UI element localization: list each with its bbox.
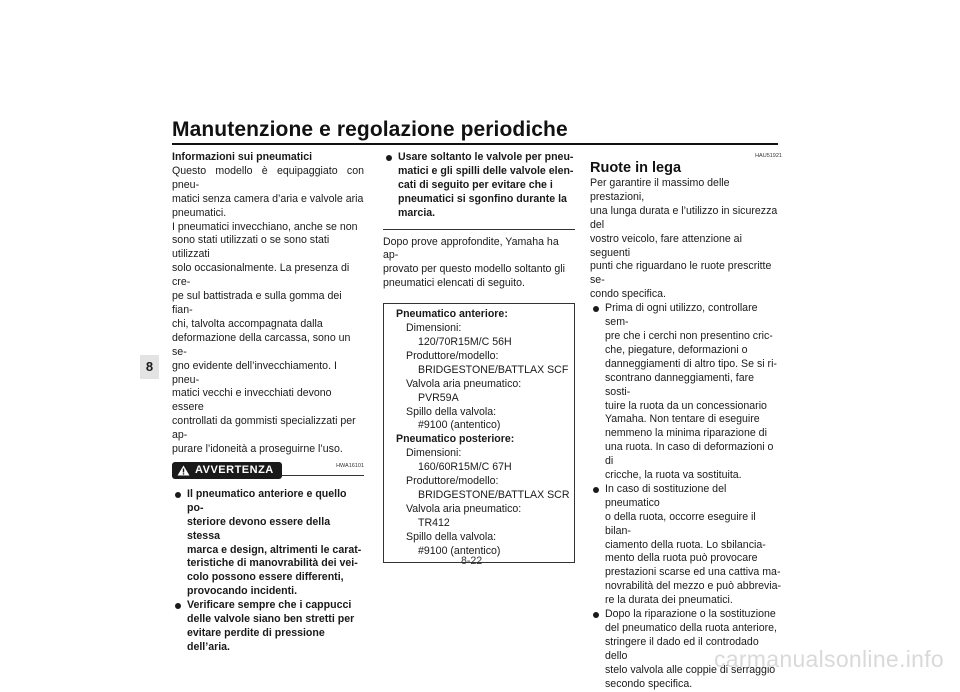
text-line: matici vecchi e invecchiati devono essere [172, 387, 332, 414]
text-line: deformazione della carcassa, sono un se- [172, 331, 351, 358]
text-line: Yamaha. Non tentare di eseguire [605, 413, 760, 426]
text-line: prestazioni scarse ed una cattiva ma- [605, 566, 781, 579]
text-line: gno evidente dell’invecchiamento. I pneu- [172, 359, 337, 386]
bullet-icon [175, 603, 181, 609]
spec-label: Spillo della valvola: [406, 405, 497, 418]
column-1 [172, 151, 364, 655]
warning-header [172, 462, 364, 488]
text-line: Per garantire il massimo delle prestazioni, [590, 177, 730, 203]
text-line: Verificare sempre che i cappucci [187, 599, 352, 612]
warning-bullets-continued [383, 151, 575, 221]
text-line: una lunga durata e l’utilizzo in sicurezza del [590, 204, 778, 231]
bullet-icon [593, 487, 599, 493]
text-line: marcia. [398, 206, 436, 219]
text-line: Dopo la riparazione o la sostituzione [605, 608, 776, 621]
spec-value: TR412 [418, 516, 450, 529]
section-code: HAU51921 [755, 153, 782, 159]
text-line: pneumatici si sgonfino durante la [398, 192, 567, 205]
warning-bullets [172, 488, 364, 655]
text-line: provato per questo modello soltanto gli [383, 263, 565, 276]
text-line: delle valvole siano ben stretti per [187, 613, 355, 626]
text-line: re la durata dei pneumatici. [605, 594, 733, 607]
text-line: teristiche di manovrabilità dei vei- [187, 557, 358, 570]
text-line: provocando incidenti. [187, 585, 298, 598]
text-line: scontrano danneggiamenti, fare sosti- [605, 371, 755, 398]
text-line: solo occasionalmente. La presenza di cre- [172, 262, 350, 289]
spec-value: 120/70R15M/C 56H [418, 335, 512, 348]
text-line: punti che riguardano le ruote prescritte se- [590, 260, 772, 287]
warning-label [172, 462, 282, 479]
text-line: colo possono essere differenti, [187, 571, 344, 584]
text-line: Usare soltanto le valvole per pneu- [398, 151, 574, 163]
title-rule [172, 143, 778, 145]
warning-bullet-valve-caps [172, 599, 364, 655]
text-line: stringere il dado ed il controdado dello [605, 635, 759, 662]
text-line: controllati da gommisti specializzati per ap- [172, 415, 356, 442]
spec-value: 160/60R15M/C 67H [418, 461, 512, 474]
text-line: matici senza camera d’aria e valvole aria [172, 192, 364, 205]
tire-spec-box [383, 303, 575, 563]
warning-label-text: AVVERTENZA [195, 463, 274, 476]
text-line: pneumatici. [172, 206, 227, 219]
spec-value: PVR59A [418, 391, 459, 404]
bullet-icon [593, 612, 599, 618]
bullet-icon [593, 306, 599, 312]
text-line: Dopo prove approfondite, Yamaha ha ap- [383, 235, 559, 262]
bullet-inspect-rims [590, 302, 782, 483]
text-line: steriore devono essere della stessa [187, 515, 331, 542]
spec-label: Valvola aria pneumatico: [406, 377, 522, 390]
spec-label: Produttore/modello: [406, 475, 499, 488]
text-line: chi, talvolta accompagnata dalla [172, 317, 323, 330]
text-line: del pneumatico della ruota anteriore, [605, 622, 777, 634]
text-line: marca e design, altrimenti le carat- [187, 543, 362, 556]
warning-bullet-same-brand [172, 488, 364, 599]
text-line: pneumatici elencati di seguito. [383, 277, 525, 290]
text-line: evitare perdite di pressione [187, 627, 325, 639]
text-line: novrabilità del mezzo e può abbrevia- [605, 580, 782, 593]
warning-bullet-valves-only [383, 151, 575, 221]
paragraph-tubeless [172, 165, 364, 221]
text-line: cricche, la ruota va sostituita. [605, 469, 742, 482]
spec-value: #9100 (antentico) [418, 419, 501, 432]
text-line: Questo modello è equipaggiato con pneu- [172, 164, 364, 191]
text-line: vostro veicolo, fare attenzione ai seguenti [590, 232, 742, 259]
text-line: che, piegature, deformazioni o [605, 343, 748, 356]
text-line: matici e gli spilli delle valvole elen- [398, 164, 574, 177]
text-line: Il pneumatico anteriore e quello po- [187, 487, 347, 514]
spec-value: BRIDGESTONE/BATTLAX SCR [418, 488, 570, 501]
bullet-icon [175, 492, 181, 498]
text-line: o della ruota, occorre eseguire il bilan- [605, 510, 756, 537]
spec-label: Dimensioni: [406, 322, 462, 335]
text-line: In caso di sostituzione del pneumatico [605, 482, 727, 509]
bullet-icon [386, 155, 392, 161]
chapter-tab: 8 [140, 355, 159, 379]
warning-end-rule [383, 229, 575, 230]
text-line: mento della ruota può provocare [605, 552, 758, 565]
spec-label: Spillo della valvola: [406, 530, 497, 543]
text-line: danneggiamenti di altro tipo. Se si ri- [605, 357, 777, 370]
page-number: 8-22 [461, 555, 483, 567]
text-line: una ruota. In caso di deformazioni o di [605, 441, 774, 468]
text-line: ciamento della ruota. Lo sbilancia- [605, 538, 766, 551]
text-line: pe sul battistrada e sulla gomma dei fian- [172, 290, 342, 316]
text-line: tuire la ruota da un concessionario [605, 399, 767, 412]
spec-label: Valvola aria pneumatico: [406, 502, 522, 515]
spec-value: BRIDGESTONE/BATTLAX SCF [418, 363, 569, 376]
column-2 [383, 151, 575, 563]
spec-front-heading: Pneumatico anteriore: [396, 308, 508, 321]
warning-code: HWA16101 [336, 462, 364, 469]
paragraph-approved-tires [383, 236, 575, 292]
text-line: secondo specifica. [605, 677, 693, 690]
section-title-alloy-wheels: Ruote in lega [590, 160, 682, 176]
text-line: I pneumatici invecchiano, anche se non [172, 220, 358, 233]
spec-value: #9100 (antentico) [418, 544, 501, 557]
section-heading-tire-info: Informazioni sui pneumatici [172, 151, 313, 163]
text-line: dell’aria. [187, 640, 230, 653]
bullet-wheel-balancing [590, 483, 782, 608]
text-line: pre che i cerchi non presentino cric- [605, 329, 773, 342]
warning-triangle-icon [177, 465, 190, 476]
text-line: purare l’idoneità a proseguirne l’uso. [172, 443, 343, 456]
spec-label: Produttore/modello: [406, 349, 499, 362]
text-line: condo specifica. [590, 288, 666, 301]
page-title: Manutenzione e regolazione periodiche [172, 118, 568, 141]
text-line: sono stati utilizzati o se sono stati utilizzati [172, 234, 330, 261]
text-line: cati di seguito per evitare che i [398, 178, 553, 191]
warning-rule [282, 475, 364, 476]
text-line: Prima di ogni utilizzo, controllare sem- [605, 302, 758, 329]
column-3 [590, 153, 782, 692]
paragraph-wheels-intro [590, 177, 782, 302]
watermark: carmanualsonline.info [713, 646, 944, 672]
text-line: stelo valvola alle coppie di serraggio [605, 663, 776, 676]
spec-rear-heading: Pneumatico posteriore: [396, 433, 515, 446]
text-line: nemmeno la minima riparazione di [605, 427, 767, 440]
paragraph-tire-aging [172, 221, 364, 457]
spec-label: Dimensioni: [406, 447, 462, 460]
